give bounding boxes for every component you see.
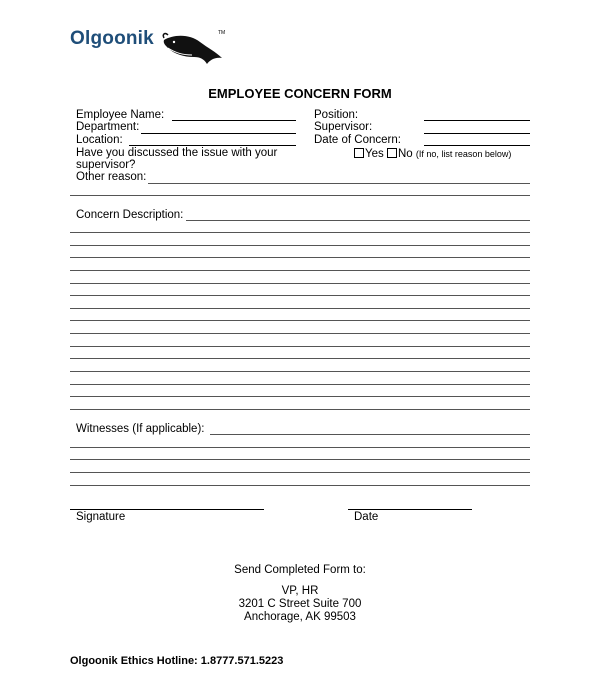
concern-line[interactable]	[70, 333, 530, 334]
brand-logo-text: Olgoonik	[70, 28, 154, 49]
address-line2: Anchorage, AK 99503	[244, 611, 356, 623]
concern-description-label: Concern Description:	[76, 209, 184, 221]
employee-name-label: Employee Name:	[76, 109, 165, 121]
department-label: Department:	[76, 121, 140, 133]
no-checkbox[interactable]	[387, 148, 397, 158]
concern-line[interactable]	[70, 371, 530, 372]
other-reason-line-2[interactable]	[70, 195, 530, 196]
witness-line[interactable]	[70, 459, 530, 460]
no-note: (If no, list reason below)	[415, 149, 512, 159]
yes-no-group	[354, 148, 511, 161]
other-reason-field[interactable]	[148, 183, 530, 184]
yes-label: Yes	[365, 148, 384, 160]
employee-name-field[interactable]	[172, 120, 296, 121]
ethics-hotline: Olgoonik Ethics Hotline: 1.8777.571.5223	[70, 655, 284, 667]
supervisor-label: Supervisor:	[314, 121, 373, 133]
location-label: Location:	[76, 134, 123, 146]
witness-line[interactable]	[210, 434, 530, 435]
other-reason-label: Other reason:	[76, 171, 147, 183]
date-of-concern-field[interactable]	[424, 145, 530, 146]
witness-line[interactable]	[70, 485, 530, 486]
witness-line[interactable]	[70, 472, 530, 473]
location-field[interactable]	[129, 145, 296, 146]
form-title: EMPLOYEE CONCERN FORM	[208, 86, 392, 101]
witness-line[interactable]	[70, 447, 530, 448]
position-field[interactable]	[424, 120, 530, 121]
signature-label: Signature	[76, 511, 126, 523]
concern-line[interactable]	[70, 409, 530, 410]
concern-line[interactable]	[70, 245, 530, 246]
no-label: No	[397, 148, 413, 160]
send-to-label: Send Completed Form to:	[234, 564, 366, 576]
concern-line[interactable]	[70, 283, 530, 284]
date-of-concern-label: Date of Concern:	[314, 134, 401, 146]
concern-line[interactable]	[70, 346, 530, 347]
date-field[interactable]	[348, 509, 472, 510]
yes-checkbox[interactable]	[354, 148, 364, 158]
concern-line[interactable]	[70, 396, 530, 397]
trademark: TM	[218, 30, 226, 36]
discussed-question-line2: supervisor?	[76, 159, 136, 171]
position-label: Position:	[314, 109, 359, 121]
concern-line[interactable]	[70, 384, 530, 385]
department-field[interactable]	[141, 133, 296, 134]
date-label: Date	[354, 511, 379, 523]
concern-line[interactable]	[70, 270, 530, 271]
signature-field[interactable]	[70, 509, 264, 510]
concern-line[interactable]	[70, 257, 530, 258]
concern-line[interactable]	[186, 220, 530, 221]
concern-line[interactable]	[70, 320, 530, 321]
concern-line[interactable]	[70, 308, 530, 309]
discussed-question-line1: Have you discussed the issue with your	[76, 147, 278, 159]
witnesses-label: Witnesses (If applicable):	[76, 423, 205, 435]
recipient: VP, HR	[281, 585, 319, 597]
concern-line[interactable]	[70, 295, 530, 296]
address-line1: 3201 C Street Suite 700	[238, 598, 362, 610]
supervisor-field[interactable]	[424, 133, 530, 134]
concern-line[interactable]	[70, 358, 530, 359]
concern-line[interactable]	[70, 232, 530, 233]
whale-icon	[160, 30, 224, 66]
